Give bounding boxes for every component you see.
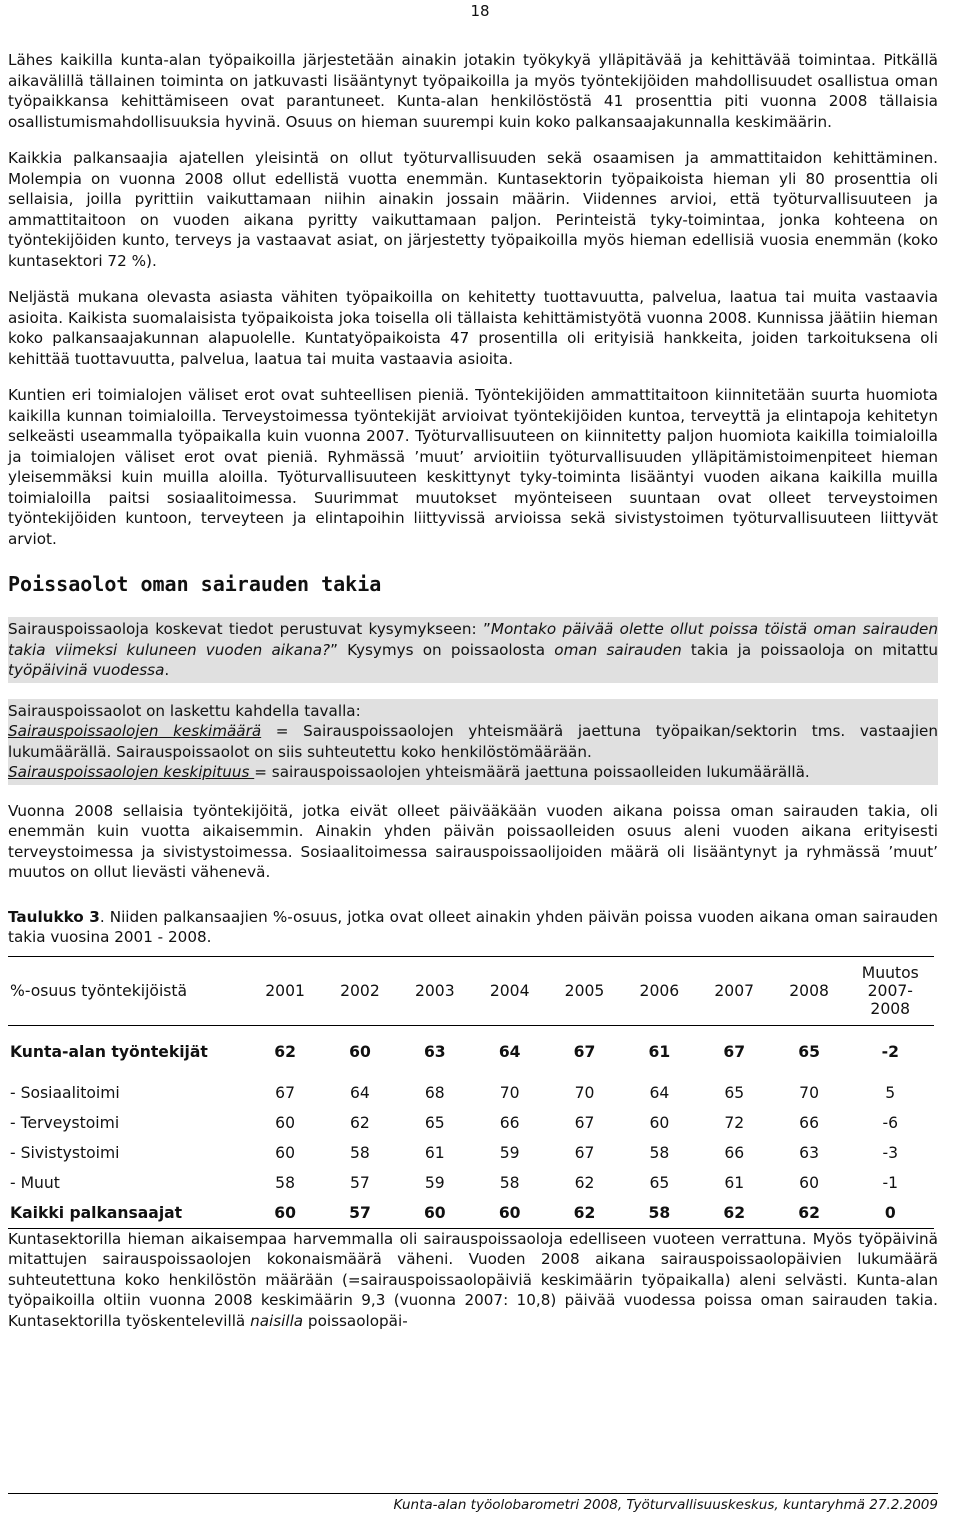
document-body bbox=[8, 50, 938, 1347]
header-cell: 2001 bbox=[265, 981, 305, 1000]
table-cell: 60 bbox=[649, 1113, 670, 1132]
table-caption-text: . Niiden palkansaajien %-osuus, jotka ovat olleet ainakin yhden päivän poissa vuoden aikana oman sairauden takia vuosina 2001 - 2008. bbox=[8, 907, 938, 946]
table-cell: 66 bbox=[724, 1143, 745, 1162]
table-cell: 67 bbox=[574, 1143, 595, 1162]
header-cell: 2002 bbox=[340, 981, 380, 1000]
question-after: ” Kysymys on poissaolosta bbox=[330, 640, 555, 659]
header-cell: %-osuus työntekijöistä bbox=[10, 981, 188, 1000]
header-cell: 2004 bbox=[489, 981, 530, 1000]
table-cell: 60 bbox=[799, 1173, 820, 1192]
table-row bbox=[8, 1078, 934, 1108]
table-cell: 60 bbox=[274, 1203, 296, 1222]
table-cell: 59 bbox=[424, 1173, 445, 1192]
table-caption-label: Taulukko 3 bbox=[8, 907, 100, 926]
closing-text-end: poissaolopäi- bbox=[303, 1311, 408, 1330]
workdays-term: työpäivinä vuodessa bbox=[8, 661, 165, 679]
table-cell: 64 bbox=[350, 1083, 370, 1102]
table-cell: 58 bbox=[499, 1173, 520, 1192]
length-definition bbox=[8, 762, 938, 783]
paragraph-intro-3: Neljästä mukana olevasta asiasta vähiten työpaikoilla on kehitetty tuottavuutta, palvelua, laatua tai muita vastaavia asioita. Kaikista suomalaisista työpaikoista joka toisella oli tällaista kehittämistyötä vuonna 2008. Kunnissa jäätiin hieman koko palkansaajakunnan alapuolelle. Kuntatyöpaikoista 47 prosentilla oli erityisiä hankkeita, joiden tarkoituksena oli kehittää tuottavuutta, palvelua, laatua tai muita vastaavia asioita. bbox=[8, 288, 938, 368]
table-cell: 70 bbox=[574, 1083, 595, 1102]
header-cell: Muutos 2007-2008 bbox=[861, 963, 919, 1018]
table-cell: 60 bbox=[275, 1113, 295, 1132]
header-cell: 2007 bbox=[714, 981, 755, 1000]
table-cell: 64 bbox=[498, 1042, 521, 1061]
survey-question: Montako päivää olette ollut poissa töistä oman sairauden takia viimeksi kuluneen vuoden aikana? bbox=[8, 620, 938, 659]
paragraph-intro-4: Kuntien eri toimialojen väliset erot ovat suhteellisen pieniä. Työntekijöiden ammattitaitoon kiinnitetään suurta huomiota kaikilla kunnan toimialoilla. Terveystoimessa työntekijät arvioivat työntekijöiden kuntoa, terveyttä ja elintapoja kehitetyn selkeästi useammalla työpaikalla kuin vuonna 2007. Työturvallisuuteen on kiinnitetty paljon huomiota kaikilla toimialoilla ja toimialojen väliset erot ovat pieniä. Ryhmässä ’muut’ arvioitiin työturvallisuuden ylläpitämistoimenpiteet hieman yleisemmäksi kuin muilla aloilla. Työturvallisuuteen keskittynyt tyky-toiminta lisääntyi vuoden aikana kaikilla muilla toimialoilla paitsi sosiaalitoimessa. Suurimmat muutokset myönteiseen suuntaan ovat olleet terveystoimen työntekijöiden kuntoon, terveyteen ja elintapoihin liittyvissä arvioissa sekä sivistystoimen työturvallisuuteen liittyvät arviot. bbox=[8, 386, 938, 548]
table-cell: 59 bbox=[499, 1143, 520, 1162]
table-header-row bbox=[8, 956, 934, 1025]
table-cell: 58 bbox=[649, 1143, 670, 1162]
paragraph-absence: Vuonna 2008 sellaisia työntekijöitä, jotka eivät olleet päivääkään vuoden aikana poissa oman sairauden takia, oli enemmän kuin vuotta aikaisemmin. Ainakin yhden päivän poissaolleiden osuus aleni vuoden aikana erityisesti terveystoimessa ja sivistystoimessa. Sosiaalitoimessa sairauspoissaolijoiden määrä oli lisääntynyt ja ryhmässä ’muut’ muutos on ollut lievästi vähenevä. bbox=[8, 801, 938, 881]
table-cell: 62 bbox=[574, 1173, 595, 1192]
row-label: Kunta-alan työntekijät bbox=[10, 1042, 208, 1061]
table-cell: -3 bbox=[882, 1143, 899, 1162]
question-end: . bbox=[164, 661, 170, 679]
table-row bbox=[8, 1108, 934, 1138]
table-cell: 63 bbox=[799, 1143, 820, 1162]
table-cell: 66 bbox=[499, 1113, 520, 1132]
table-cell: 62 bbox=[274, 1042, 296, 1061]
length-term: Sairauspoissaolojen keskipituus bbox=[8, 763, 255, 781]
table-cell: 58 bbox=[275, 1173, 295, 1192]
table-cell: 67 bbox=[573, 1042, 596, 1061]
definition-box-question bbox=[8, 617, 938, 683]
table-cell: 62 bbox=[723, 1203, 746, 1222]
question-intro: Sairauspoissaoloja koskevat tiedot perustuvat kysymykseen: ” bbox=[8, 620, 491, 638]
table-cell: 61 bbox=[724, 1173, 745, 1192]
definition-box-calculation bbox=[8, 699, 938, 785]
table-cell: 57 bbox=[349, 1203, 371, 1222]
paragraph-intro-1: Lähes kaikilla kunta-alan työpaikoilla järjestetään ainakin jotakin työkykyä ylläpitävää ja kehittävää toimintaa. Pitkällä aikavälillä tällainen toiminta on jatkuvasti lisääntynyt työpaikoilla ja myös työntekijöiden mahdollisuudet osallistua oman työpaikkansa kehittämiseen ovat parantuneet. Kunta-alan henkilöstöstä 41 prosenttia piti vuonna 2008 tällaisia osallistumismahdollisuuksia hyvinä. Osuus on hieman suurempi kuin koko palkansaajakunnalla keskimäärin. bbox=[8, 51, 938, 131]
page-number: 18 bbox=[470, 2, 490, 20]
absence-table bbox=[8, 956, 934, 1229]
table-cell: 65 bbox=[424, 1113, 445, 1132]
table-cell: 67 bbox=[723, 1042, 746, 1061]
table-cell: 65 bbox=[724, 1083, 745, 1102]
length-text: = sairauspoissaolojen yhteismäärä jaettuna poissaolleiden lukumäärällä. bbox=[254, 763, 810, 781]
row-label: Kaikki palkansaajat bbox=[10, 1203, 183, 1222]
average-definition bbox=[8, 721, 938, 762]
table-cell: 65 bbox=[798, 1042, 820, 1061]
table-caption bbox=[8, 907, 938, 948]
footer-divider bbox=[8, 1493, 938, 1494]
header-cell: 2006 bbox=[639, 981, 680, 1000]
table-cell: 5 bbox=[885, 1083, 896, 1102]
table-cell: 62 bbox=[798, 1203, 820, 1222]
table-body bbox=[8, 1025, 934, 1228]
paragraph-intro-2: Kaikkia palkansaajia ajatellen yleisintä on ollut työturvallisuuden sekä osaamisen ja ammattitaidon kehittäminen. Molempia on vuonna 2008 ollut edellistä vuotta enemmän. Kuntasektorin työpaikoista hieman yli 80 prosenttia oli sellaisia, joilla pyrittiin vaikuttamaan niihin ainakin jossain määrin. Viidennes arvioi, että työturvallisuuteen ja ammattitaitoon on vuoden aikana pyritty vaikuttamaan paljon. Perinteistä tyky-toimintaa, jonka kohteena on työntekijöiden kunto, terveys ja vastaavat asiat, on järjestetty työpaikoilla myös hieman edellisiä vuosia enemmän (koko kuntasektori 72 %). bbox=[8, 149, 938, 270]
table-row bbox=[8, 1025, 934, 1078]
table-cell: 57 bbox=[350, 1173, 370, 1192]
row-label: - Sosiaalitoimi bbox=[10, 1083, 120, 1102]
table-cell: 60 bbox=[423, 1203, 446, 1222]
table-cell: 70 bbox=[799, 1083, 820, 1102]
average-term: Sairauspoissaolojen keskimäärä bbox=[8, 722, 262, 740]
paragraph-closing bbox=[8, 1229, 938, 1332]
table-cell: 0 bbox=[884, 1203, 896, 1222]
table-row bbox=[8, 1168, 934, 1198]
table-cell: -1 bbox=[882, 1173, 899, 1192]
table-cell: 64 bbox=[649, 1083, 670, 1102]
calculation-intro: Sairauspoissaolot on laskettu kahdella tavalla: bbox=[8, 701, 361, 720]
page-footer: Kunta-alan työolobarometri 2008, Työturvallisuuskeskus, kuntaryhmä 27.2.2009 bbox=[393, 1497, 938, 1513]
table-cell: 68 bbox=[424, 1083, 445, 1102]
row-label: - Terveystoimi bbox=[10, 1113, 120, 1132]
table-cell: 62 bbox=[573, 1203, 596, 1222]
table-cell: 61 bbox=[648, 1042, 671, 1061]
table-cell: 66 bbox=[799, 1113, 820, 1132]
table-row bbox=[8, 1138, 934, 1168]
question-middle: takia ja poissaoloja on mitattu bbox=[681, 640, 939, 659]
table-cell: 70 bbox=[499, 1083, 520, 1102]
table-cell: 60 bbox=[498, 1203, 521, 1222]
table-cell: 65 bbox=[649, 1173, 670, 1192]
section-heading: Poissaolot oman sairauden takia bbox=[8, 572, 382, 596]
table-cell: 63 bbox=[423, 1042, 446, 1061]
table-cell: 60 bbox=[349, 1042, 371, 1061]
average-text: = Sairauspoissaolojen yhteismäärä jaettuna työpaikan/sektorin tms. vastaajien lukumäärällä. Sairauspoissaolot on siis suhteutettu koko henkilöstömäärään. bbox=[8, 722, 939, 761]
row-label: - Sivistystoimi bbox=[10, 1143, 120, 1162]
header-cell: 2008 bbox=[789, 981, 829, 1000]
table-cell: 72 bbox=[724, 1113, 745, 1132]
table-cell: -6 bbox=[882, 1113, 899, 1132]
question-paragraph bbox=[8, 619, 938, 681]
table-row bbox=[8, 1198, 934, 1229]
table-cell: 58 bbox=[648, 1203, 671, 1222]
header-cell: 2005 bbox=[564, 981, 605, 1000]
table-cell: 58 bbox=[350, 1143, 370, 1162]
table-cell: 60 bbox=[275, 1143, 295, 1162]
row-label: - Muut bbox=[10, 1173, 60, 1192]
table-cell: 61 bbox=[424, 1143, 445, 1162]
table-cell: 62 bbox=[350, 1113, 370, 1132]
table-cell: 67 bbox=[574, 1113, 595, 1132]
closing-emphasis: naisilla bbox=[250, 1311, 304, 1330]
table-cell: 67 bbox=[275, 1083, 295, 1102]
table-cell: -2 bbox=[881, 1042, 899, 1061]
header-cell: 2003 bbox=[414, 981, 455, 1000]
closing-text: Kuntasektorilla hieman aikaisempaa harvemmalla oli sairauspoissaoloja edelliseen vuoteen verrattuna. Myös työpäivinä mitattujen sairauspoissaolojen kokonaismäärä väheni. Vuoden 2008 aikana sairauspoissaolopäivien lukumäärä suhteutettuna koko henkilöstön määrään (=sairauspoissaolopäiviä keskimäärin työpaikalla) aleni selvästi. Kunta-alan työpaikoilla oltiin vuonna 2008 keskimäärin 9,3 (vuonna 2007: 10,8) päivää vuodessa poissa oman sairauden takia. Kuntasektorilla työskentelevillä bbox=[8, 1229, 938, 1330]
own-illness-term: oman sairauden bbox=[554, 640, 682, 659]
